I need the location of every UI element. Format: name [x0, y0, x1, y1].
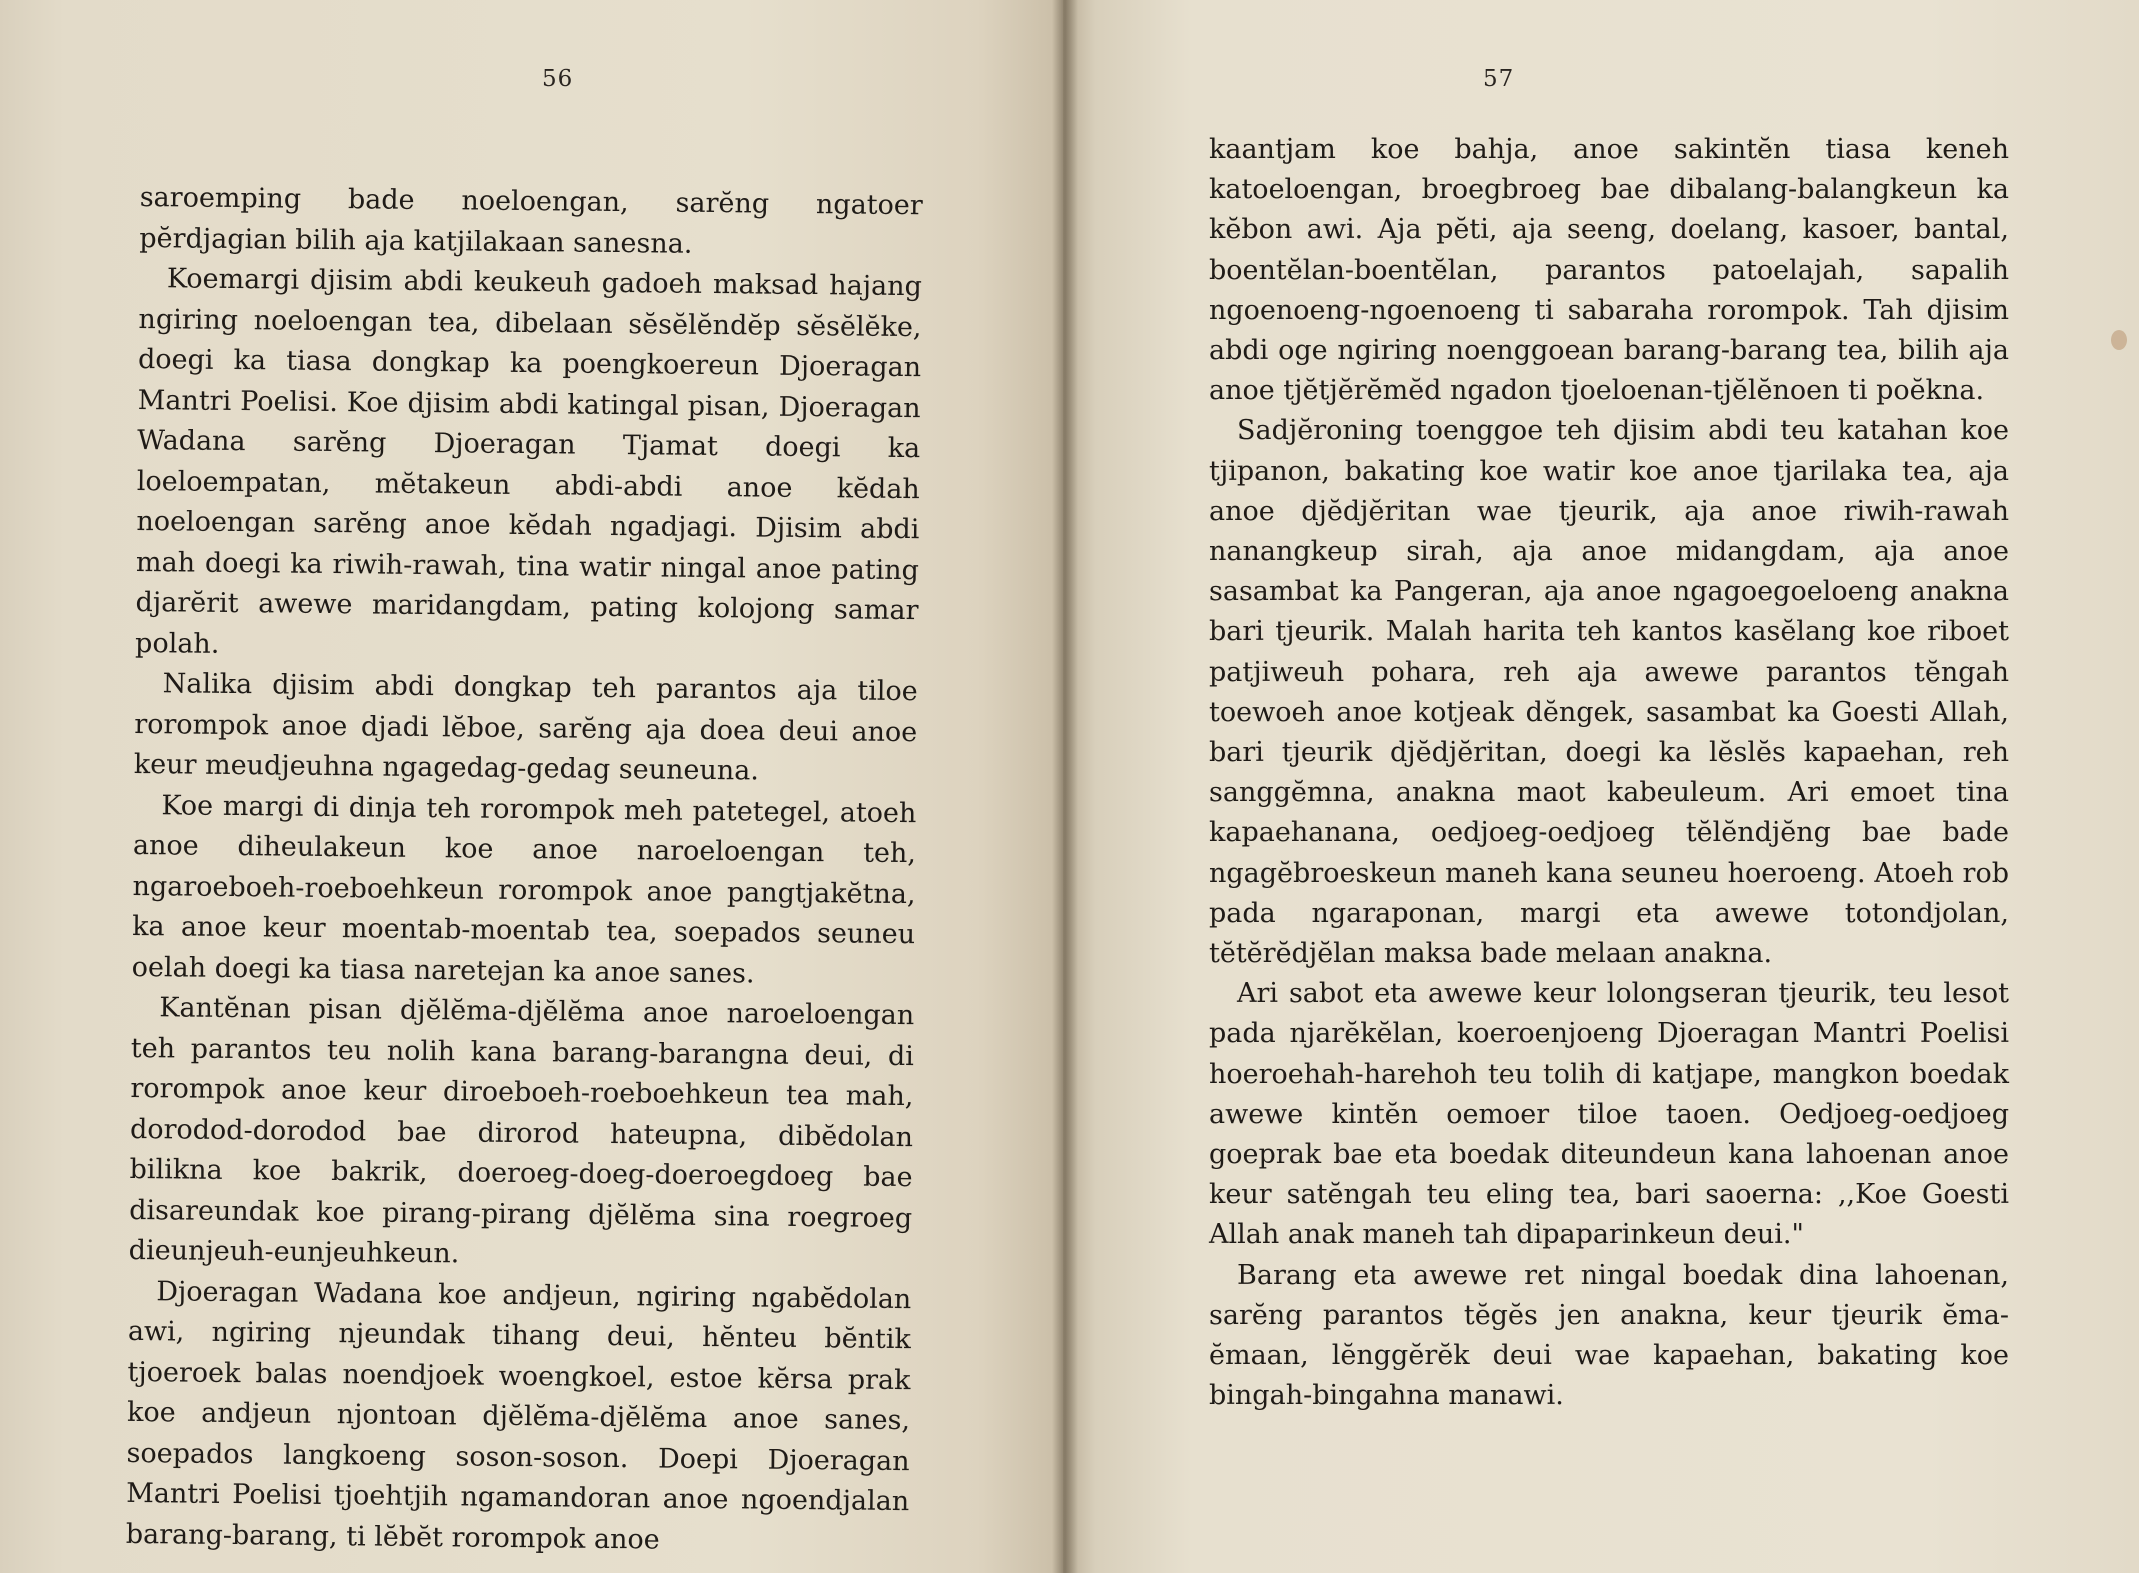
- paragraph: saroemping bade noeloengan, sarĕng ngatoer pĕrdjagian bilih aja katjilakaan sanesna.: [139, 181, 923, 260]
- paragraph: Djoeragan Wadana koe andjeun, ngiring ngabĕdolan awi, ngiring njeundak tihang deui, hĕnteu bĕntik tjoeroek balas noendjoek woengkoel, estoe kĕrsa prak koe andjeun njontoan djĕlĕma-djĕlĕma anoe sanes, soepados langkoeng soson-soson. Doepi Djoeragan Mantri Poelisi tjoehtjih ngamandoran anoe ngoendjalan barang-barang, ti lĕbĕt rorompok anoe: [125, 1275, 912, 1556]
- paragraph: Barang eta awewe ret ningal boedak dina lahoenan, sarĕng parantos tĕgĕs jen anakna, keur tjeurik ĕma-ĕmaan, lĕnggĕrĕk deui wae kapaehan, bakating koe bingah-bingahna manawi.: [1209, 1259, 2009, 1412]
- paper-stain: [2111, 330, 2127, 350]
- page-number-right: 57: [1483, 66, 1515, 92]
- left-page-text: [126, 178, 923, 1563]
- paragraph: kaantjam koe bahja, anoe sakintĕn tiasa keneh katoeloengan, broegbroeg bae dibalang-balangkeun ka kĕbon awi. Aja pĕti, aja seeng, doelang, kasoer, bantal, boentĕlan-boentĕlan, parantos patoelajah, sapalih ngoenoeng-ngoenoeng ti sabaraha rorompok. Tah djisim abdi oge ngiring noenggoean barang-barang tea, bilih aja anoe tjĕtjĕrĕmĕd ngadon tjoeloenan-tjĕlĕnoen ti poĕkna.: [1209, 134, 2009, 407]
- right-page: [1063, 0, 2139, 1573]
- paragraph: Nalika djisim abdi dongkap teh parantos aja tiloe rorompok anoe djadi lĕboe, sarĕng aja doea deui anoe keur meudjeuhna ngagedag-gedag seuneuna.: [133, 668, 918, 787]
- paragraph: Kantĕnan pisan djĕlĕma-djĕlĕma anoe naroeloengan teh parantos teu nolih kana barang-barangna deui, di rorompok anoe keur diroeboeh-roeboehkeun tea mah, dorodod-dorodod bae dirorod hateupna, dibĕdolan bilikna koe bakrik, doeroeg-doeg-doeroegdoeg bae disareundak koe pirang-pirang djĕlĕma sina roegroeg dieunjeuh-eunjeuhkeun.: [128, 992, 915, 1270]
- page-number-left: 56: [542, 66, 574, 92]
- paragraph: Koemargi djisim abdi keukeuh gadoeh maksad hajang ngiring noeloengan tea, dibelaan sĕsĕlĕndĕp sĕsĕlĕke, doegi ka tiasa dongkap ka poengkoereun Djoeragan Mantri Poelisi. Koe djisim abdi katingal pisan, Djoeragan Wadana sarĕng Djoeragan Tjamat doegi ka loeloempatan, mĕtakeun abdi-abdi anoe kĕdah noeloengan sarĕng anoe kĕdah ngadjagi. Djisim abdi mah doegi ka riwih-rawah, tina watir ningal anoe pating djarĕrit awewe maridangdam, pating kolojong samar polah.: [134, 263, 923, 660]
- paragraph: Koe margi di dinja teh rorompok meh patetegel, atoeh anoe diheulakeun koe anoe naroeloengan teh, ngaroeboeh-roeboehkeun rorompok anoe pangtjakĕtna, ka anoe keur moentab-moentab tea, soepados seuneu oelah doegi ka tiasa naretejan ka anoe sanes.: [131, 789, 917, 989]
- book-gutter: [1052, 0, 1078, 1573]
- left-page: [0, 0, 1063, 1573]
- paragraph: Ari sabot eta awewe keur lolongseran tjeurik, teu lesot pada njarĕkĕlan, koeroenjoeng Djoeragan Mantri Poelisi hoeroehah-harehoh teu tolih di katjape, mangkon boedak awewe kintĕn oemoer tiloe taoen. Oedjoeg-oedjoeg goeprak bae eta boedak diteundeun kana lahoenan anoe keur satĕngah teu eling tea, bari saoerna: ,,Koe Goesti Allah anak maneh tah dipaparinkeun deui.": [1209, 978, 2009, 1251]
- right-page-text: [1209, 130, 2009, 1417]
- paragraph: Sadjĕroning toenggoe teh djisim abdi teu katahan koe tjipanon, bakating koe watir koe anoe tjarilaka tea, aja anoe djĕdjĕritan wae tjeurik, aja anoe riwih-rawah nanangkeup sirah, aja anoe midangdam, aja anoe sasambat ka Pangeran, aja anoe ngagoegoeloeng anakna bari tjeurik. Malah harita teh kantos kasĕlang koe riboet patjiweuh pohara, reh aja awewe parantos tĕngah toewoeh anoe kotjeak dĕngek, sasambat ka Goesti Allah, bari tjeurik djĕdjĕritan, doegi ka lĕslĕs kapaehan, reh sanggĕmna, anakna maot kabeuleum. Ari emoet tina kapaehanana, oedjoeg-oedjoeg tĕlĕndjĕng bae bade ngagĕbroeskeun maneh kana seuneu hoeroeng. Atoeh rob pada ngaraponan, margi eta awewe totondjolan, tĕtĕrĕdjĕlan maksa bade melaan anakna.: [1209, 415, 2009, 970]
